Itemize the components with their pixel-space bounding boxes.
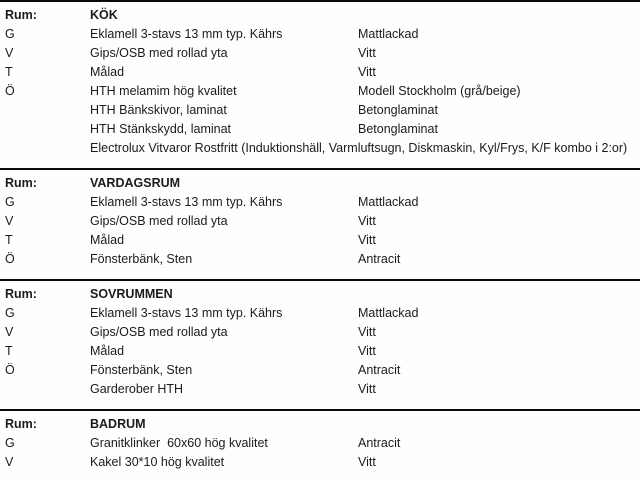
spec-description: HTH Bänkskivor, laminat [90,103,227,117]
spec-row [0,231,640,250]
spec-code [5,380,90,399]
spec-description: Eklamell 3-stavs 13 mm typ. Kährs [90,306,283,320]
room-section [0,409,640,479]
spec-code: Ö [5,84,15,98]
header-finish-spacer [358,415,640,434]
room-name: BADRUM [90,417,146,431]
spec-finish: Vitt [358,455,376,469]
spec-description: Kakel 30*10 hög kvalitet [90,455,225,469]
spec-code: T [5,65,13,79]
spec-description: Målad [90,344,125,358]
spec-code: G [5,195,15,209]
spec-code: V [5,325,14,339]
spec-code: T [5,344,13,358]
spec-finish: Vitt [358,46,376,60]
spec-code: Ö [5,252,15,266]
spec-finish: Modell Stockholm (grå/beige) [358,84,521,98]
header-finish-spacer [358,6,640,25]
section-header-row [0,6,640,25]
spec-finish: Vitt [358,382,376,396]
spec-code: G [5,27,15,41]
rum-label: Rum: [5,8,37,22]
spec-description: Målad [90,233,125,247]
spec-row [0,25,640,44]
rum-label: Rum: [5,417,37,431]
spec-code [5,120,90,139]
spec-finish: Vitt [358,65,376,79]
spec-description: Fönsterbänk, Sten [90,363,193,377]
spec-row [0,304,640,323]
spec-row [0,323,640,342]
spec-finish: Vitt [358,344,376,358]
spec-description: HTH melamim hög kvalitet [90,84,237,98]
rum-label: Rum: [5,176,37,190]
spec-row [0,212,640,231]
spec-code: G [5,436,15,450]
room-name: SOVRUMMEN [90,287,173,301]
spec-finish: Antracit [358,363,401,377]
spec-finish: Antracit [358,436,401,450]
spec-description: Målad [90,65,125,79]
spec-description: Gips/OSB med rollad yta [90,325,228,339]
room-section [0,168,640,279]
header-finish-spacer [358,174,640,193]
spec-code [5,139,90,158]
spec-code [5,101,90,120]
spec-row [0,193,640,212]
spec-finish: Betonglaminat [358,122,438,136]
spec-code: V [5,455,14,469]
spec-row [0,380,640,399]
spec-code: Ö [5,363,15,377]
spec-row [0,44,640,63]
room-section [0,279,640,409]
spec-description: Eklamell 3-stavs 13 mm typ. Kährs [90,195,283,209]
spec-row [0,453,640,472]
spec-description: Eklamell 3-stavs 13 mm typ. Kährs [90,27,283,41]
rum-label: Rum: [5,287,37,301]
spec-row [0,120,640,139]
spec-finish: Antracit [358,252,401,266]
spec-finish: Vitt [358,325,376,339]
section-header-row [0,285,640,304]
spec-row [0,139,640,158]
spec-code: V [5,214,14,228]
spec-row [0,250,640,269]
spec-row [0,434,640,453]
section-header-row [0,415,640,434]
spec-code: V [5,46,14,60]
spec-finish: Mattlackad [358,306,419,320]
spec-description: Electrolux Vitvaror Rostfritt (Induktionshäll, Varmluftsugn, Diskmaskin, Kyl/Frys, K/F kombo i 2:or) [90,141,628,155]
section-header-row [0,174,640,193]
spec-row [0,101,640,120]
room-name: KÖK [90,8,118,22]
spec-description: Gips/OSB med rollad yta [90,214,228,228]
spec-finish: Mattlackad [358,195,419,209]
spec-row [0,361,640,380]
spec-row [0,63,640,82]
header-finish-spacer [358,285,640,304]
spec-description: HTH Stänkskydd, laminat [90,122,232,136]
spec-row [0,82,640,101]
spec-finish: Betonglaminat [358,103,438,117]
spec-description: Garderober HTH [90,382,184,396]
room-name: VARDAGSRUM [90,176,181,190]
spec-finish: Vitt [358,214,376,228]
spec-finish: Mattlackad [358,27,419,41]
spec-description: Granitklinker 60x60 hög kvalitet [90,436,268,450]
spec-description: Fönsterbänk, Sten [90,252,193,266]
room-section [0,0,640,168]
spec-code: T [5,233,13,247]
spec-finish: Vitt [358,233,376,247]
spec-row [0,342,640,361]
spec-code: G [5,306,15,320]
spec-description: Gips/OSB med rollad yta [90,46,228,60]
